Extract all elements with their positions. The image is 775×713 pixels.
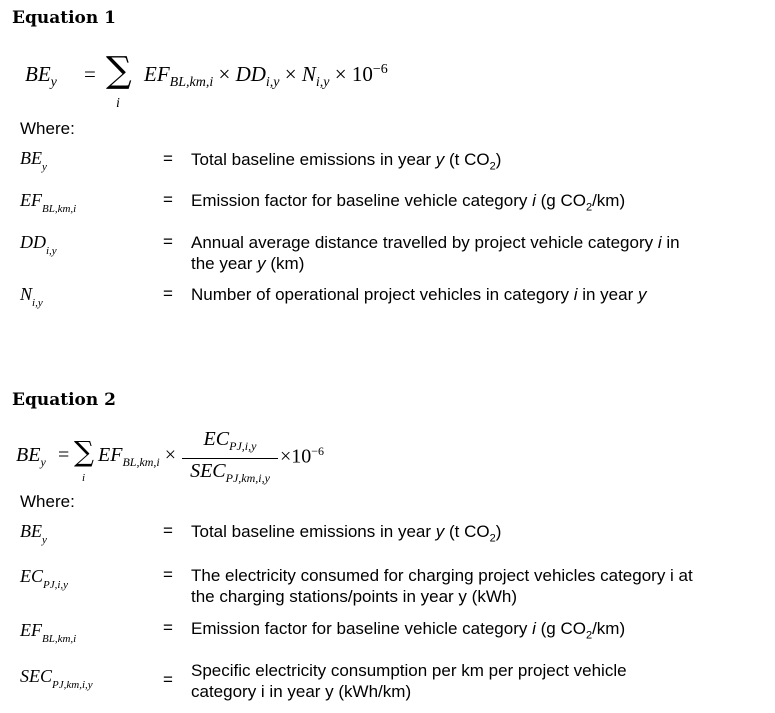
equation-1-heading: Equation 1 [12, 8, 116, 28]
eq2-factor: 10 [291, 445, 312, 468]
eq2-sigma-index: i [82, 472, 86, 484]
eq1-equals: = [84, 62, 96, 86]
eq1-sigma: ∑ [106, 50, 132, 91]
eq1-dd-sub: i,y [265, 75, 280, 91]
eq2-numerator: $EC_{PJ,i,y}$ [203, 428, 257, 453]
eq2-denominator: $SEC_{PJ,km,i,y}$ [190, 460, 270, 485]
eq1-var-n: $N_{i,y}$ [20, 284, 43, 309]
eq1-var-ef-equals: = [163, 190, 173, 209]
eq2-ef-sub: BL,km,i [122, 455, 160, 469]
eq1-ef-sub: BL,km,i [169, 75, 214, 91]
eq1-var-dd-definition [191, 232, 748, 274]
eq1-var-be: $BE_y$ [20, 148, 47, 173]
eq2-var-ec-line-1: The electricity consumed for charging project vehicles category i at [191, 566, 693, 585]
eq1-var-ef-definition: Emission factor for baseline vehicle category i (g $CO_2/km$) [191, 191, 626, 214]
eq2-var-ef-definition: Emission factor for baseline vehicle category i (g $CO_2/km$) [191, 619, 626, 642]
eq1-lhs-sub: y [50, 75, 57, 91]
equation-2-heading: Equation 2 [12, 390, 116, 410]
eq1-var-n-definition: Number of operational project vehicles in category i in year y [191, 285, 647, 304]
eq2-where-label: Where: [20, 492, 75, 511]
eq2-var-ec-equals: = [163, 565, 173, 584]
eq1-var-be-equals: = [163, 149, 173, 168]
eq2-sigma: ∑ [74, 435, 94, 468]
eq2-var-ef-equals: = [163, 618, 173, 637]
eq1-var-dd-equals: = [163, 232, 173, 251]
eq2-var-ec-line-2: the charging stations/points in year y (kWh) [191, 587, 517, 606]
eq2-var-sec: $SEC_{PJ,km,i,y}$ [20, 666, 93, 691]
eq2-var-sec-line-1: Specific electricity consumption per km per project vehicle [191, 661, 627, 680]
eq2-var-ef: $EF_{BL,km,i}$ [20, 620, 77, 645]
eq1-dd: DD [235, 62, 266, 86]
eq1-exponent: −6 [372, 62, 388, 77]
eq1-var-dd: $DD_{i,y}$ [20, 232, 57, 257]
eq1-times-3: × [334, 62, 347, 86]
eq1-lhs: BE [25, 62, 51, 86]
eq2-exponent: −6 [311, 444, 325, 458]
eq2-lhs-sub: y [40, 455, 46, 469]
eq1-n: N [301, 62, 316, 86]
eq2-times-1: × [164, 444, 177, 466]
eq2-var-ec-definition [191, 565, 748, 607]
equation-1-formula [25, 52, 465, 122]
eq1-var-be-definition: Total baseline emissions in year y (t $CO_2$) [191, 150, 502, 173]
eq2-var-sec-definition [191, 660, 748, 702]
eq1-var-ef: $EF_{BL,km,i}$ [20, 190, 77, 215]
eq2-equals: = [58, 444, 70, 466]
equation-2-formula [16, 428, 376, 498]
eq2-lhs: BE [16, 444, 41, 466]
eq1-var-n-equals: = [163, 284, 173, 303]
eq2-var-sec-line-2: category i in year y (kWh/km) [191, 682, 412, 701]
eq1-var-dd-line-1: Annual average distance travelled by project vehicle category i in [191, 233, 680, 252]
eq2-fraction-bar [182, 458, 278, 459]
eq2-var-be: $BE_y$ [20, 521, 47, 546]
eq2-var-sec-equals: = [163, 670, 173, 689]
eq1-where-label: Where: [20, 119, 75, 138]
eq1-factor: 10 [351, 62, 373, 86]
eq2-ef: EF [98, 444, 123, 466]
eq1-times-1: × [218, 62, 231, 86]
eq2-var-ec: $EC_{PJ,i,y}$ [20, 566, 69, 591]
eq1-n-sub: i,y [315, 75, 330, 91]
eq2-times-2: × [280, 445, 292, 468]
eq1-var-dd-line-2: the year y (km) [191, 254, 305, 273]
eq1-times-2: × [284, 62, 297, 86]
eq2-var-be-definition: Total baseline emissions in year y (t $CO_2$) [191, 522, 502, 545]
eq1-sigma-index: i [116, 96, 120, 111]
eq1-ef: EF [144, 62, 170, 86]
eq2-var-be-equals: = [163, 521, 173, 540]
